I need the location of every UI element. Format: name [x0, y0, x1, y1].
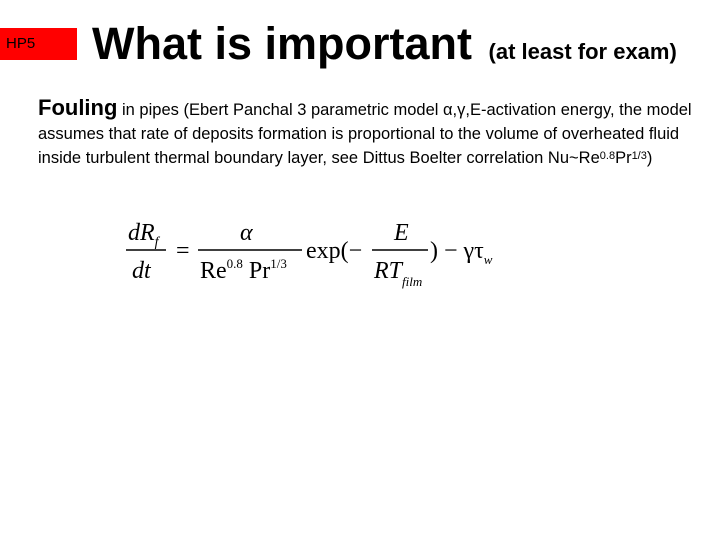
frac2-numerator: E: [394, 220, 409, 246]
title-subtitle: (at least for exam): [488, 39, 677, 64]
body-text-1: in pipes (Ebert Panchal 3 parametric model α,γ,E-activation energy, the model assumes that rate of deposits formation is proportional to the volume of overheated fluid inside turbulent thermal boundary layer, see Dittus Boelter correlation Nu~Re: [38, 101, 692, 167]
body-lead: Fouling: [38, 95, 118, 120]
slide-title: [92, 14, 677, 82]
lhs-numerator: dR: [128, 220, 155, 246]
formula-svg: [110, 212, 510, 292]
frac2-denominator-sub: film: [402, 274, 423, 289]
title-main: What is important: [92, 18, 472, 69]
body-sup-1: 0.8: [599, 150, 616, 162]
frac1-pr: Pr: [248, 258, 271, 284]
svg-text:RTfilm: [373, 258, 422, 289]
formula-closing-sub: w: [483, 252, 493, 267]
lhs-numerator-sub: f: [154, 235, 159, 250]
body-paragraph: [38, 96, 708, 170]
svg-text:dRf: [128, 220, 161, 250]
badge-label: HP5: [6, 35, 36, 52]
equals-sign: =: [176, 238, 190, 264]
frac1-re-exp: 0.8: [226, 256, 243, 271]
body-sup-2: 1/3: [631, 150, 647, 162]
body-text-3: ): [646, 149, 653, 167]
fouling-rate-formula: [110, 212, 510, 292]
lhs-denominator: dt: [132, 258, 151, 284]
frac1-pr-exp: 1/3: [270, 256, 287, 271]
body-text-2: Pr: [615, 149, 632, 167]
slide-badge: [0, 28, 77, 60]
formula-closing: ) − γτ: [430, 238, 484, 264]
svg-text:) − γτw: [430, 238, 493, 267]
frac1-re: Re: [200, 258, 227, 284]
frac1-numerator: α: [240, 220, 253, 246]
exp-open: exp(−: [306, 238, 363, 264]
frac2-denominator: RT: [374, 258, 403, 284]
svg-text:Re0.8Pr1/3: [200, 256, 287, 284]
